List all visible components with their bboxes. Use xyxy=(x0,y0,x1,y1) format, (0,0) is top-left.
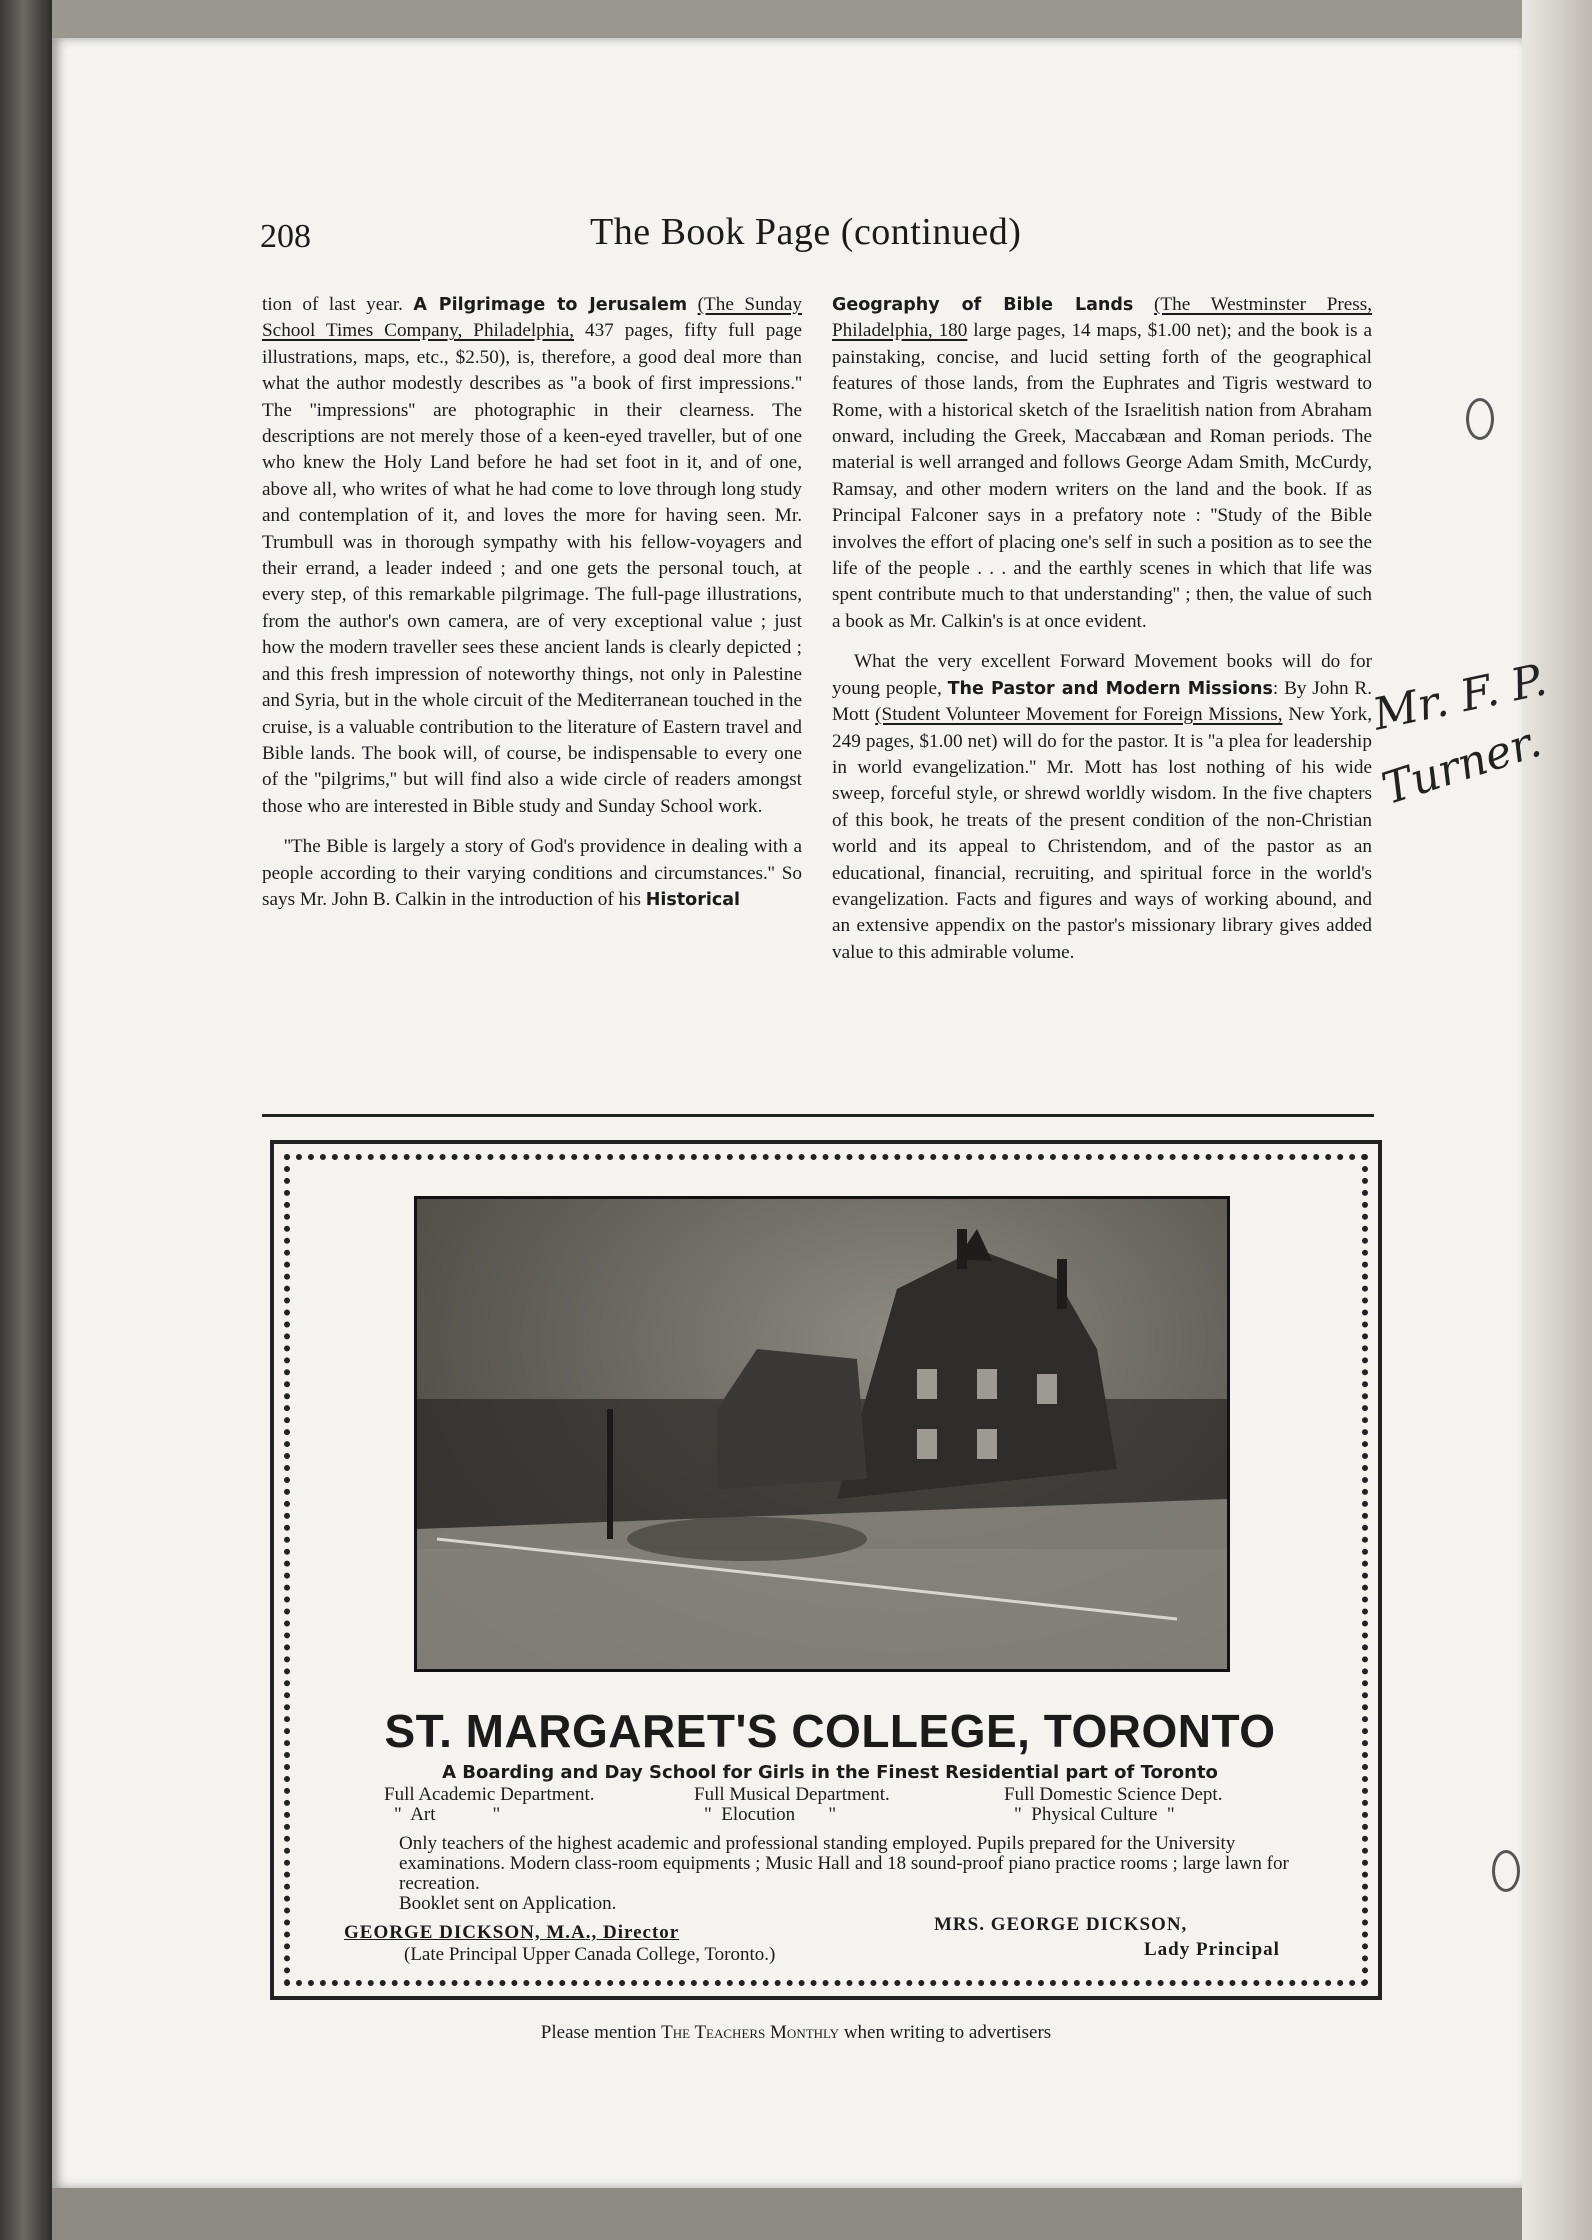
dept-physical: " Physical Culture " xyxy=(1014,1804,1175,1825)
ad-title: ST. MARGARET'S COLLEGE, TORONTO xyxy=(384,1705,1276,1757)
review-geography-start xyxy=(262,834,802,913)
page-number: 208 xyxy=(260,218,311,255)
book-title: The Pastor and Modern Missions xyxy=(947,678,1273,699)
review-geography xyxy=(832,292,1372,635)
page-margin-bottom xyxy=(52,2188,1522,2240)
publisher-underlined: (Student Volunteer Movement for Foreign Missions, xyxy=(875,704,1283,726)
dept-elocution: " Elocution " xyxy=(704,1804,837,1825)
director-name: GEORGE DICKSON, M.A., Director xyxy=(344,1922,680,1943)
book-title: Geography of Bible Lands xyxy=(832,295,1134,315)
publisher-underlined: (The Sunday School Times Company, Philadelphia, xyxy=(262,294,802,342)
text: ''The Bible is largely a story of God's providence in dealing with a people according to their varying conditions and circumstances.'' So says Mr. John B. Calkin in the introduction of his xyxy=(262,836,802,910)
booklet-note: Booklet sent on Application. xyxy=(399,1893,617,1914)
page-header xyxy=(260,210,1372,270)
text: tion of last year. xyxy=(262,294,414,315)
ad-paragraph: Only teachers of the highest academic and professional standing employed. Pupils prepared for the University examinations. Modern class-room equipments ; Music Hall and 18 sound-proof piano practice rooms ; large lawn for recreation. xyxy=(399,1833,1289,1894)
principal-name: MRS. GEORGE DICKSON, xyxy=(934,1914,1188,1935)
text xyxy=(1133,294,1154,315)
running-title: The Book Page (continued) xyxy=(590,211,1022,253)
dept-art: " Art " xyxy=(394,1804,501,1825)
dept-academic: Full Academic Department. xyxy=(384,1784,595,1805)
college-advertisement xyxy=(270,1140,1382,2000)
text: when writing to advertisers xyxy=(839,2022,1052,2043)
text: What the very excellent Forward Movement books will do for young people, xyxy=(832,651,1372,699)
ad-description xyxy=(344,1834,1344,1914)
book-title: A Pilgrimage to Jerusalem xyxy=(413,295,688,315)
section-divider xyxy=(262,1114,1374,1117)
handwritten-name-1: Mr. F. P. xyxy=(1368,654,1551,741)
text: large pages, 14 maps, $1.00 net); and the book is a painstaking, concise, and lucid setting forth of the geographical features of those lands, from the Euphrates and Tigris westward to Rome, with a historical sketch of the Israelitish nation from Abraham onward, including the Greek, Maccabæan and Roman periods. The material is well arranged and follows George Adam Smith, McCurdy, Ramsay, and other modern writers on the land and the book. If as Principal Falconer says in a prefatory note : ''Study of the Bible involves the effort of placing one's self in such a position as to see the life of the people . . . and the earthly scenes in which that life was spent contribute much to that understanding'' ; then, the value of such a book as Mr. Calkin's is at once evident. xyxy=(832,320,1373,632)
text: 437 pages, fifty full page illustrations, maps, etc., $2.50), is, therefore, a good deal more than what the author modestly describes as ''a book of first impressions.'' The ''impressions'' are photographic in their clearness. The descriptions are not merely those of a keen-eyed traveller, but of one who knew the Holy Land before he had set foot in it, and of one, above all, who writes of what he had come to love through long study and contemplation of it, and loves the more for having seen. Mr. Trumbull was in thorough sympathy with his fellow-voyagers and their errand, a leader indeed ; and one gets the personal touch, at every step, of this remarkable pilgrimage. The full-page illustrations, from the author's own camera, are of very exceptional value ; just how the modern traveller sees these ancient lands is clearly depicted ; and this fresh impression of noteworthy things, not only in Palestine and Syria, but in the whole circuit of the Mediterranean touched in the cruise, is a valuable contribution to the literature of Eastern travel and Bible lands. The book will, of course, be indispensable to every one of the ''pilgrims,'' but will find also a wide circle of readers amongst those who are interested in Bible study and Sunday School work. xyxy=(262,320,802,817)
text: New York, 249 pages, $1.00 net) will do for the pastor. It is ''a plea for leadership in world evangelization.'' Mr. Mott has lost nothing of his wide sweep, forceful style, or shrewd worldly wisdom. In the five chapters of this book, he treats of the present condition of the non-Christian world and its appeal to Christendom, and of the pastor as an educational, financial, recruiting, and spiritual force in the world's evangelization. Facts and figures and ways of working abound, and an extensive appendix on the pastor's missionary library gives added value to this admirable volume. xyxy=(832,704,1372,963)
punch-hole xyxy=(1492,1850,1520,1892)
left-column xyxy=(262,292,802,927)
ad-subtitle: A Boarding and Day School for Girls in the Finest Residential part of Toronto xyxy=(442,1762,1218,1783)
text xyxy=(687,294,698,315)
book-binding xyxy=(0,0,52,2240)
principal-title: Lady Principal xyxy=(1144,1939,1280,1960)
footer-note xyxy=(0,2022,1592,2044)
right-column xyxy=(832,292,1372,980)
college-photograph xyxy=(414,1196,1230,1672)
page-edge xyxy=(1522,0,1592,2240)
punch-hole xyxy=(1466,398,1494,440)
building-illustration xyxy=(417,1199,1227,1669)
magazine-name: The Teachers Monthly xyxy=(661,2022,840,2043)
publisher-underlined: (The Westminster Press, Philadelphia, 180 xyxy=(832,294,1373,342)
review-pastor xyxy=(832,649,1372,966)
review-pilgrimage xyxy=(262,292,802,820)
text: Please mention xyxy=(540,2022,662,2043)
dept-musical: Full Musical Department. xyxy=(694,1784,890,1805)
handwritten-name-2: Turner. xyxy=(1376,716,1548,815)
dept-domestic: Full Domestic Science Dept. xyxy=(1004,1784,1223,1805)
text: : By John R. Mott xyxy=(832,677,1372,726)
book-title: Historical xyxy=(645,889,741,910)
director-note: (Late Principal Upper Canada College, Toronto.) xyxy=(404,1944,776,1965)
